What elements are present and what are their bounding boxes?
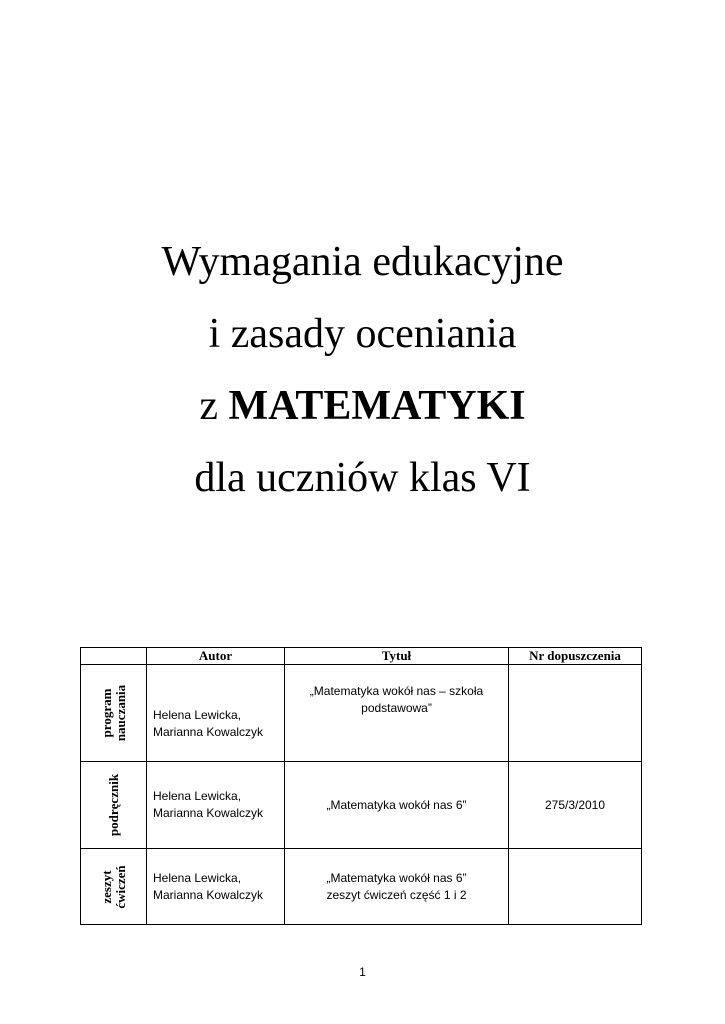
author-line-1: Helena Lewicka, — [153, 870, 242, 885]
title-line-b: podstawowa” — [361, 701, 432, 715]
author-line-2: Marianna Kowalczyk — [153, 725, 264, 739]
author-line-2: Marianna Kowalczyk — [153, 806, 264, 820]
title-prefix: z — [199, 383, 229, 429]
page-number: 1 — [359, 965, 366, 979]
header-title: Tytuł — [285, 648, 509, 665]
header-author: Autor — [147, 648, 285, 665]
row-label-line-2: nauczania — [112, 684, 128, 742]
table-row — [81, 665, 642, 762]
row-label — [100, 865, 128, 908]
author-line-1: Helena Lewicka, — [153, 789, 242, 803]
title-line-1: Wymagania edukacyjne — [161, 239, 564, 285]
title-line-4: dla uczniów klas VI — [194, 455, 531, 501]
title-cell — [285, 665, 509, 762]
table-row — [81, 762, 642, 849]
header-empty — [81, 648, 147, 665]
author-cell — [147, 762, 285, 849]
row-label-line-1: podręcznik — [105, 773, 121, 837]
approval-number-cell: 275/3/2010 — [509, 762, 642, 849]
row-label-cell — [81, 665, 147, 762]
title-line-b: zeszyt ćwiczeń część 1 i 2 — [326, 887, 467, 902]
author-line-1: Helena Lewicka, — [153, 708, 242, 722]
row-label-line-2: ćwiczeń — [112, 864, 128, 909]
row-label — [100, 685, 128, 741]
approval-number-cell — [509, 849, 642, 925]
title-cell — [285, 762, 509, 849]
header-approval-number: Nr dopuszczenia — [509, 648, 642, 665]
document-title — [0, 226, 725, 514]
approval-number-cell — [509, 665, 642, 762]
author-cell — [147, 849, 285, 925]
row-label — [107, 774, 121, 836]
table-header-row — [81, 648, 642, 665]
author-cell — [147, 665, 285, 762]
title-cell — [285, 849, 509, 925]
title-line-a: „Matematyka wokół nas – szkoła — [309, 684, 484, 698]
subject-name: MATEMATYKI — [228, 383, 526, 429]
row-label-line-1: program — [98, 688, 114, 738]
row-label-cell — [81, 849, 147, 925]
table-row — [81, 849, 642, 925]
title-line-a: „Matematyka wokół nas 6” — [326, 797, 467, 812]
title-line-a: „Matematyka wokół nas 6” — [326, 870, 467, 885]
author-line-2: Marianna Kowalczyk — [153, 887, 264, 902]
row-label-line-1: zeszyt — [98, 869, 114, 904]
textbook-table — [80, 647, 642, 925]
title-line-2: i zasady oceniania — [208, 311, 517, 357]
row-label-cell — [81, 762, 147, 849]
title-line-3 — [0, 370, 725, 442]
